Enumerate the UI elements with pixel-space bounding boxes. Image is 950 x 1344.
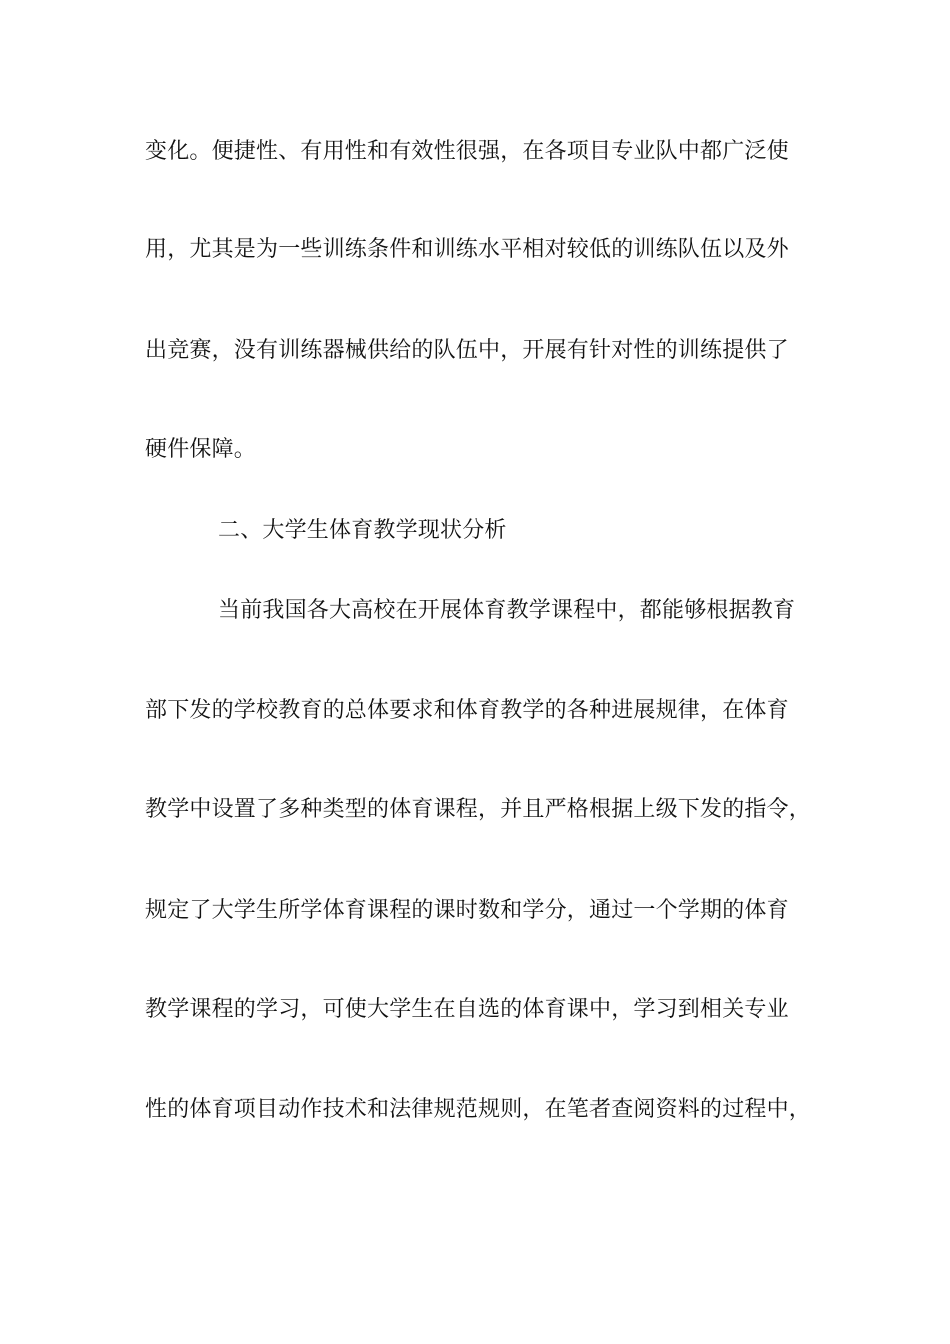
section-heading: 二、大学生体育教学现状分析: [218, 518, 507, 543]
paragraph-line: 出竞赛，没有训练器械供给的队伍中，开展有针对性的训练提供了: [145, 338, 789, 363]
paragraph-line: 变化。便捷性、有用性和有效性很强，在各项目专业队中都广泛使: [145, 139, 789, 164]
paragraph-line: 教学中设置了多种类型的体育课程，并且严格根据上级下发的指令，: [145, 797, 812, 822]
paragraph-line: 硬件保障。: [145, 437, 257, 462]
paragraph-line: 部下发的学校教育的总体要求和体育教学的各种进展规律，在体育: [145, 698, 789, 723]
paragraph-line: 当前我国各大高校在开展体育教学课程中，都能够根据教育: [218, 598, 796, 623]
paragraph-line: 性的体育项目动作技术和法律规范规则，在笔者查阅资料的过程中，: [145, 1097, 812, 1122]
paragraph-line: 用，尤其是为一些训练条件和训练水平相对较低的训练队伍以及外: [145, 237, 789, 262]
paragraph-line: 规定了大学生所学体育课程的课时数和学分，通过一个学期的体育: [145, 898, 789, 923]
paragraph-line: 教学课程的学习，可使大学生在自选的体育课中，学习到相关专业: [145, 997, 789, 1022]
